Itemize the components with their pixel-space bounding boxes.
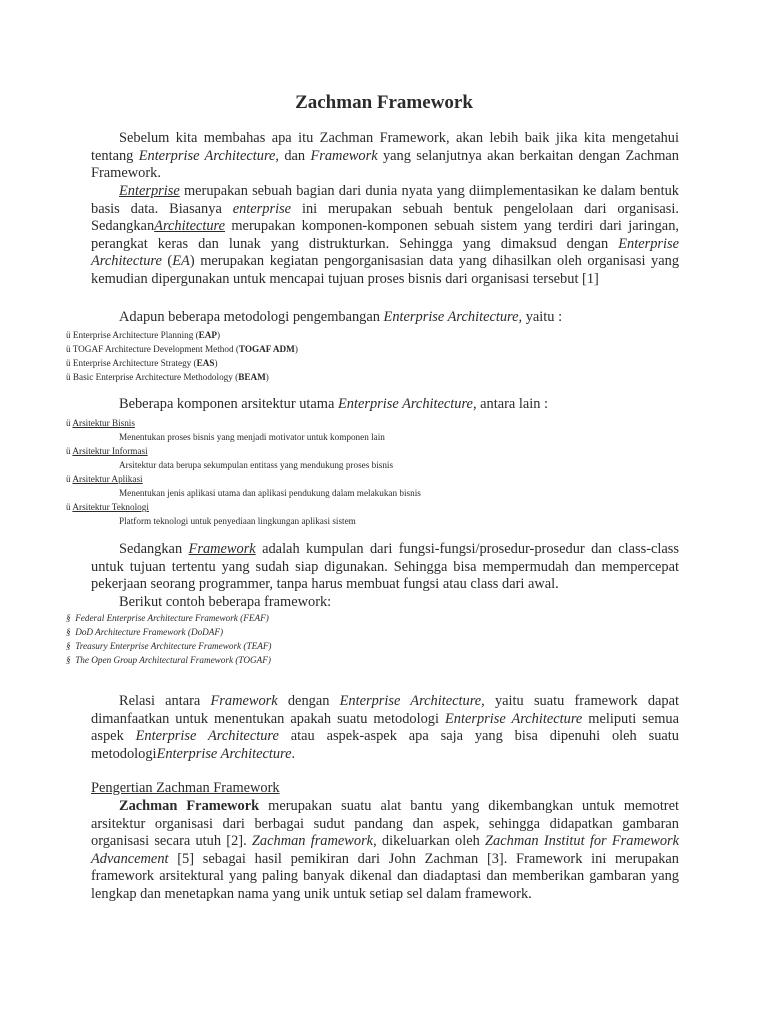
zachman-paragraph xyxy=(91,798,679,904)
methods-intro xyxy=(91,309,679,327)
framework-examples-intro: Berikut contoh beberapa framework: xyxy=(119,594,332,610)
component-item xyxy=(66,501,149,513)
text: ( xyxy=(161,253,173,270)
framework-example-item: § Federal Enterprise Architecture Framework (FEAF) xyxy=(66,613,269,623)
method-item: ü TOGAF Architecture Development Method (TOGAF ADM) xyxy=(66,344,298,354)
term: Framework xyxy=(210,693,278,709)
text: yang selanjutnya akan berkaitan dengan Zachman Framework. xyxy=(91,147,679,182)
method-item: ü Enterprise Architecture Planning (EAP) xyxy=(66,330,221,340)
text: dengan xyxy=(277,693,340,709)
term: Zachman Institut for Framework Advancement xyxy=(91,833,680,867)
check-bullet-icon: ü xyxy=(66,330,71,340)
term-ea: Enterprise Architecture xyxy=(138,147,276,164)
text: Sedangkan xyxy=(119,541,189,557)
check-bullet-icon: ü xyxy=(66,418,71,428)
text: merupakan komponen-komponen sebuah sistem yang terdiri dari jaringan, perangkat keras dan lunak yang distrukturkan. Sehingga yang dimaksud dengan xyxy=(91,218,679,252)
text: Sebelum kita membahas apa itu Zachman Framework, akan lebih baik jika kita mengetahui tentang xyxy=(91,130,679,164)
relasi-paragraph xyxy=(91,693,679,763)
term-framework: Framework xyxy=(310,147,378,164)
text: , dikeluarkan oleh xyxy=(373,833,486,850)
component-link[interactable]: Arsitektur Aplikasi xyxy=(72,474,143,484)
term: Enterprise Architecture xyxy=(135,728,279,745)
component-desc: Platform teknologi untuk penyediaan lingkungan aplikasi sistem xyxy=(119,516,356,526)
term: EA xyxy=(172,253,190,270)
text: Beberapa komponen arsitektur utama xyxy=(119,396,338,412)
component-item xyxy=(66,417,135,429)
term-framework-link[interactable]: Framework xyxy=(188,541,256,557)
intro-paragraph xyxy=(91,130,679,183)
text: merupakan sebuah bagian dari dunia nyata yang diimplementasikan ke dalam bentuk basis data. Biasanya xyxy=(91,183,679,217)
text: Adapun beberapa metodologi pengembangan xyxy=(119,309,384,325)
section-bullet-icon: § xyxy=(66,613,71,623)
components-intro xyxy=(91,396,679,414)
text: atau aspek-aspek apa saja yang bisa dipenuhi oleh suatu metodologi xyxy=(91,728,679,762)
component-item xyxy=(66,473,143,485)
term: Zachman framework xyxy=(251,833,374,850)
method-item: ü Basic Enterprise Architecture Methodology (BEAM) xyxy=(66,372,269,382)
term: enterprise xyxy=(232,200,292,217)
check-bullet-icon: ü xyxy=(66,474,71,484)
component-desc: Menentukan proses bisnis yang menjadi motivator untuk komponen lain xyxy=(119,432,385,442)
term: Enterprise Architecture xyxy=(337,396,473,412)
component-link[interactable]: Arsitektur Teknologi xyxy=(72,502,149,512)
check-bullet-icon: ü xyxy=(66,358,71,368)
component-link[interactable]: Arsitektur Bisnis xyxy=(72,418,135,428)
text: ) merupakan kegiatan pengorganisasian data yang dihasilkan oleh organisasi yang kemudian dipergunakan untuk mencapai tujuan proses bisnis dari organisasi tersebut [1] xyxy=(91,253,680,287)
term: Enterprise Architecture xyxy=(156,745,292,762)
check-bullet-icon: ü xyxy=(66,344,71,354)
framework-paragraph xyxy=(91,541,679,594)
text: , antara lain : xyxy=(472,396,549,412)
term: Enterprise Architecture, xyxy=(383,309,523,325)
framework-example-item: § DoD Architecture Framework (DoDAF) xyxy=(66,627,224,637)
page-title: Zachman Framework xyxy=(295,92,473,113)
section-bullet-icon: § xyxy=(66,655,71,665)
section-bullet-icon: § xyxy=(66,627,71,637)
enterprise-paragraph xyxy=(91,183,679,289)
method-item: ü Enterprise Architecture Strategy (EAS) xyxy=(66,358,218,368)
text: yaitu suatu framework dapat dimanfaatkan untuk menentukan apakah suatu metodologi xyxy=(91,693,680,727)
framework-example-item: § Treasury Enterprise Architecture Framework (TEAF) xyxy=(66,641,272,651)
text: , dan xyxy=(275,147,311,164)
term: Enterprise Architecture, xyxy=(339,693,485,709)
term: Enterprise Architecture xyxy=(91,235,679,270)
component-desc: Menentukan jenis aplikasi utama dan aplikasi pendukung dalam melakukan bisnis xyxy=(119,488,421,498)
text: merupakan suatu alat bantu yang dikembangkan untuk memotret arsitektur organisasi dari berbagai sudut pandang dan aspek, sehingga didapatkan gambaran organisasi secara utuh [2]. xyxy=(91,798,679,850)
term-enterprise-link[interactable]: Enterprise xyxy=(119,183,180,199)
check-bullet-icon: ü xyxy=(66,372,71,382)
text: Relasi antara xyxy=(119,693,211,709)
text: yaitu : xyxy=(522,309,563,325)
text: meliputi semua aspek xyxy=(91,710,679,745)
text: . xyxy=(291,745,296,762)
section-subtitle: Pengertian Zachman Framework xyxy=(91,780,280,796)
component-item xyxy=(66,445,148,457)
term-architecture-link[interactable]: Architecture xyxy=(154,218,226,235)
check-bullet-icon: ü xyxy=(66,502,71,512)
section-bullet-icon: § xyxy=(66,641,71,651)
text: ini merupakan sebuah bentuk pengelolaan dari organisasi. Sedangkan xyxy=(91,200,680,235)
framework-example-item: § The Open Group Architectural Framework (TOGAF) xyxy=(66,655,271,665)
component-link[interactable]: Arsitektur Informasi xyxy=(72,446,148,456)
check-bullet-icon: ü xyxy=(66,446,71,456)
component-desc: Arsitektur data berupa sekumpulan entitass yang mendukung proses bisnis xyxy=(119,460,394,470)
text: adalah kumpulan dari fungsi-fungsi/prosedur-prosedur dan class-class untuk tujuan tertentu yang sudah siap digunakan. Sehingga bisa mempermudah dan mempercepat pekerjaan seorang programmer, tanpa harus membuat fungsi atau class dari awal. xyxy=(91,541,679,593)
text: [5] sebagai hasil pemikiran dari John Zachman [3]. Framework ini merupakan framework arsitektural yang paling banyak dikenal dan diadaptasi dan memberikan gambaran yang lengkap dan menetapkan nama yang unik untuk setiap sel dalam framework. xyxy=(91,850,679,902)
bold-term: Zachman Framework xyxy=(119,798,260,814)
term: Enterprise Architecture xyxy=(444,710,583,727)
